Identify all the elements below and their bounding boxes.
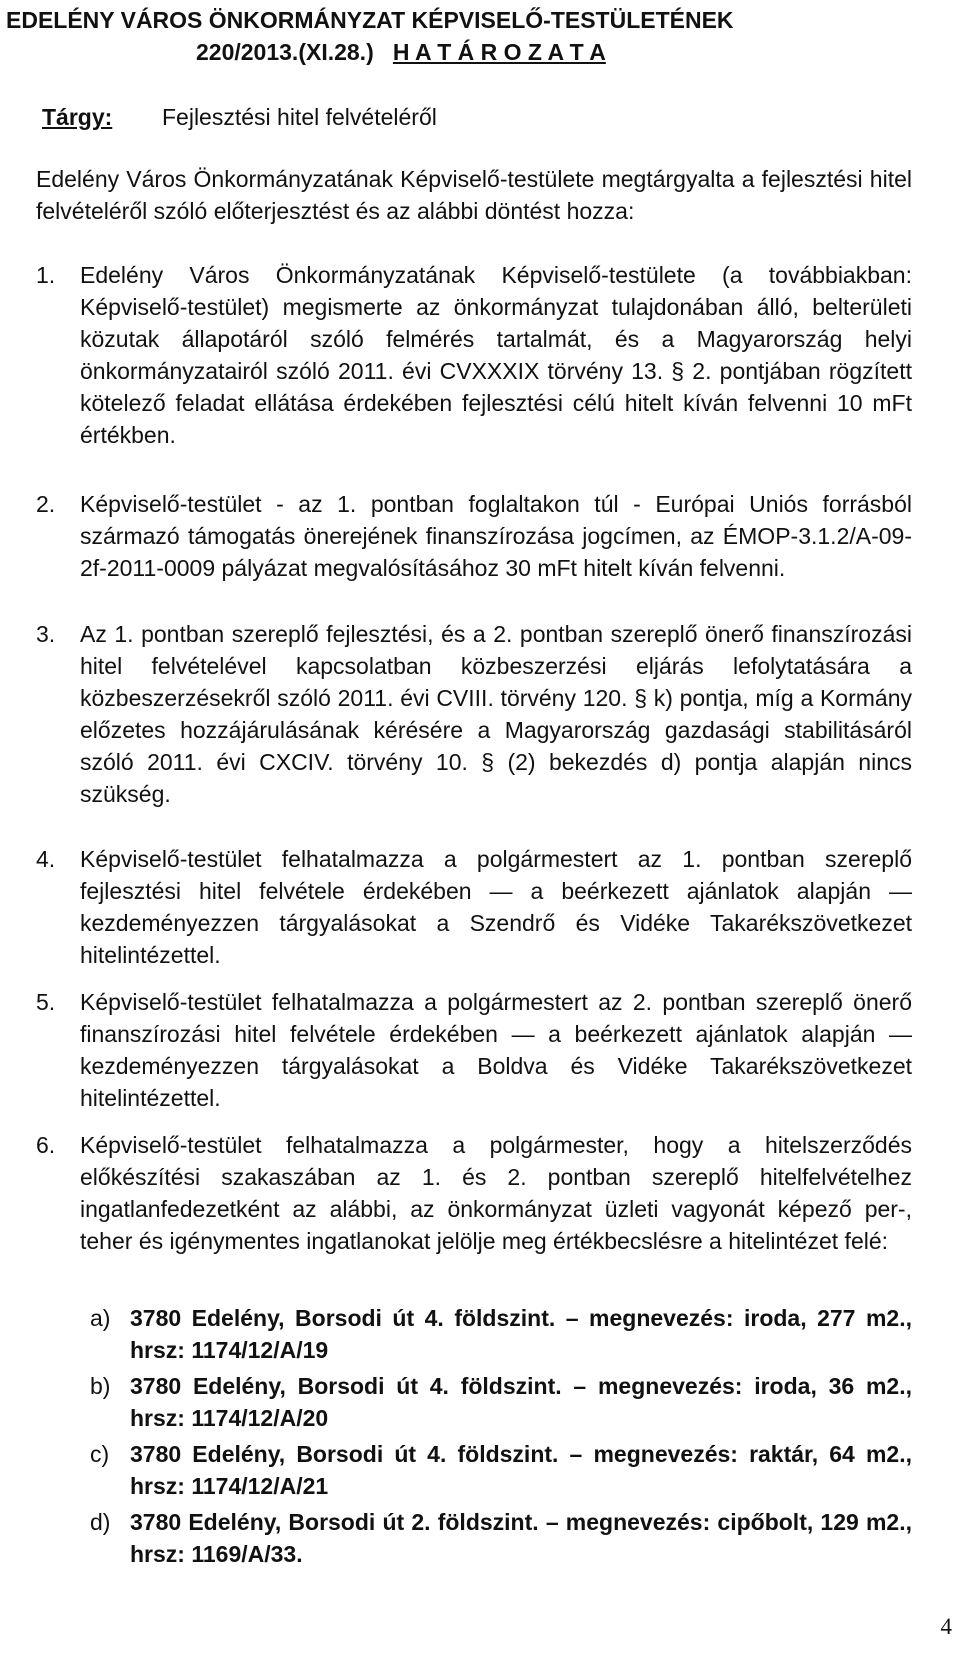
property-text: 3780 Edelény, Borsodi út 4. földszint. – megnevezés: iroda, 36 m2., hrsz: 1174/12/A/20 — [130, 1373, 912, 1431]
resolution-item-2 — [36, 488, 912, 584]
subject-label: Tárgy: — [42, 104, 113, 130]
subject-text: Fejlesztési hitel felvételéről — [162, 104, 437, 130]
resolution-kind: H A T Á R O Z A T A — [392, 39, 606, 65]
item-text: Képviselő-testület felhatalmazza a polgármestert az 2. pontban szereplő önerő finanszírozási hitel felvétele érdekében — a beérkezett ajánlatok alapján — kezdeményezzen tárgyalásokat a Boldva és Vidéke Takarékszövetkezet hitelintézettel. — [80, 989, 912, 1111]
item-text: Edelény Város Önkormányzatának Képviselő-testülete (a továbbiakban: Képviselő-testület) megismerte az önkormányzat tulajdonában álló, belterületi közutak állapotáról szóló felmérés tartalmát, és a Magyarország helyi önkormányzatairól szóló 2011. évi CVXXXIX törvény 13. § 2. pontjában rögzített kötelező feladat ellátása érdekében fejlesztési célú hitelt kíván felvenni 10 mFt értékben. — [80, 262, 912, 448]
item-number: 4. — [36, 846, 56, 872]
document-header-line1: EDELÉNY VÁROS ÖNKORMÁNYZAT KÉPVISELŐ-TESTÜLETÉNEK — [6, 7, 734, 33]
item-text: Az 1. pontban szereplő fejlesztési, és a 2. pontban szereplő önerő finanszírozási hitel felvételével kapcsolatban közbeszerzési eljárás lefolytatására a közbeszerzésekről szóló 2011. évi CVIII. törvény 120. § k) pontja, míg a Kormány előzetes hozzájárulásának kérésére a Magyarország gazdasági stabilitásáról szóló 2011. évi CXCIV. törvény 10. § (2) bekezdés d) pontja alapján nincs szükség. — [80, 621, 912, 807]
property-text: 3780 Edelény, Borsodi út 4. földszint. – megnevezés: raktár, 64 m2., hrsz: 1174/12/A/21 — [130, 1441, 912, 1499]
item-text: Képviselő-testület felhatalmazza a polgármestert az 1. pontban szereplő fejlesztési hitel felvétele érdekében — a beérkezett ajánlatok alapján — kezdeményezzen tárgyalásokat a Szendrő és Vidéke Takarékszövetkezet hitelintézettel. — [80, 846, 912, 968]
item-text: Képviselő-testület felhatalmazza a polgármester, hogy a hitelszerződés előkészítési szakaszában az 1. és 2. pontban szereplő hitelfelvételhez ingatlanfedezetként az alábbi, az önkormányzat üzleti vagyonát képező per-, teher és igénymentes ingatlanokat jelölje meg értékbecslésre a hitelintézet felé: — [80, 1132, 912, 1254]
item-number: 5. — [36, 989, 56, 1015]
property-item-d — [90, 1506, 912, 1570]
item-text: Képviselő-testület - az 1. pontban foglaltakon túl - Európai Uniós forrásból származó támogatás önerejének finanszírozása jogcímen, az ÉMOP-3.1.2/A-09-2f-2011-0009 pályázat megvalósításához 30 mFt hitelt kíván felvenni. — [80, 491, 912, 581]
resolution-item-1 — [36, 259, 912, 451]
item-number: 3. — [36, 621, 56, 647]
item-number: 6. — [36, 1132, 56, 1158]
property-letter: a) — [90, 1305, 111, 1331]
resolution-item-6 — [36, 1129, 912, 1257]
resolution-item-3 — [36, 618, 912, 810]
resolution-item-4 — [36, 843, 912, 971]
document-header-line2 — [196, 38, 606, 66]
property-text: 3780 Edelény, Borsodi út 4. földszint. – megnevezés: iroda, 277 m2., hrsz: 1174/12/A/19 — [130, 1305, 912, 1363]
property-item-c — [90, 1438, 912, 1502]
property-letter: c) — [90, 1441, 110, 1467]
page-number: 4 — [940, 1614, 952, 1639]
item-number: 2. — [36, 491, 56, 517]
property-text: 3780 Edelény, Borsodi út 2. földszint. – megnevezés: cipőbolt, 129 m2., hrsz: 1169/A/33. — [130, 1509, 912, 1567]
property-item-a — [90, 1302, 912, 1366]
resolution-item-5 — [36, 986, 912, 1114]
intro-paragraph: Edelény Város Önkormányzatának Képviselő-testülete megtárgyalta a fejlesztési hitel felvételéről szóló előterjesztést és az alábbi döntést hozza: — [36, 166, 912, 224]
resolution-number: 220/2013.(XI.28.) — [196, 39, 374, 65]
property-letter: b) — [90, 1373, 111, 1399]
property-letter: d) — [90, 1509, 111, 1535]
property-item-b — [90, 1370, 912, 1434]
item-number: 1. — [36, 262, 56, 288]
